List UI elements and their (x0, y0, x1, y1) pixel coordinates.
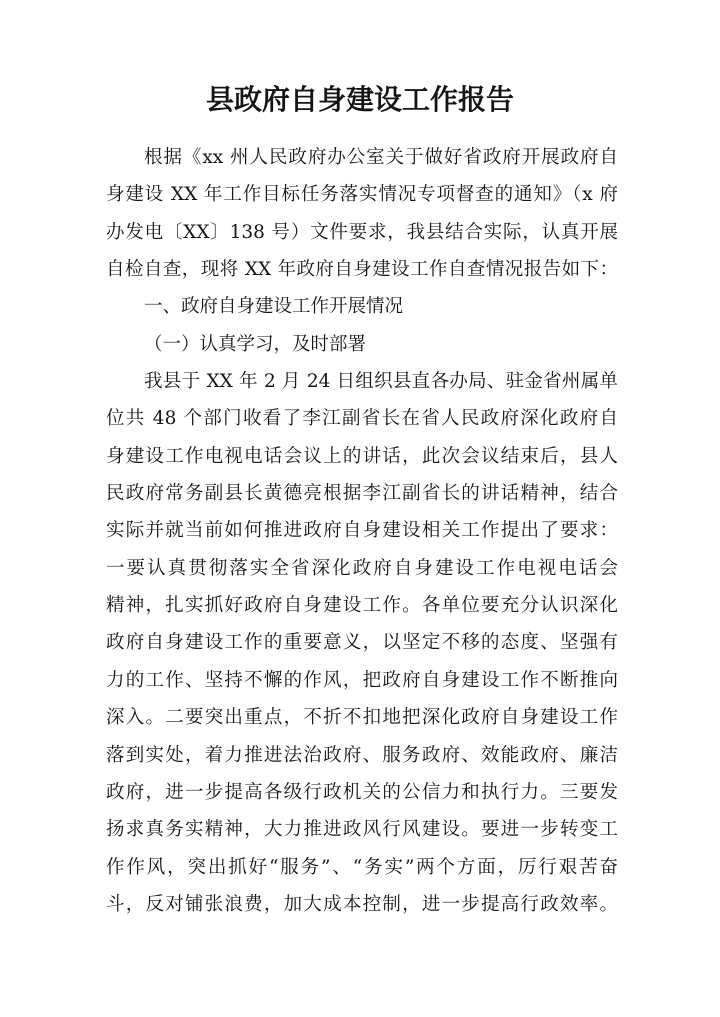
section-heading: 一、政府自身建设工作开展情况 (144, 296, 404, 318)
text-line: 一要认真贯彻落实全省深化政府自身建设工作电视电话会 (106, 557, 618, 579)
text-line: 身建设工作电视电话会议上的讲话，此次会议结束后，县人 (106, 445, 618, 467)
text-line: 斗，反对铺张浪费，加大成本控制，进一步提高行政效率。 (106, 893, 618, 915)
document-title: 县政府自身建设工作报告 (205, 83, 514, 116)
text-line: 精神，扎实抓好政府自身建设工作。各单位要充分认识深化 (106, 595, 618, 617)
body-paragraph (106, 363, 618, 923)
text-line: 扬求真务实精神，大力推进政风行风建设。要进一步转变工 (106, 819, 618, 841)
subsection-heading: （一）认真学习，及时部署 (144, 333, 367, 355)
text-line: 我县于 XX 年 2 月 24 日组织县直各办局、驻金省州属单 (144, 371, 618, 393)
text-line: 位共 48 个部门收看了李江副省长在省人民政府深化政府自 (106, 408, 618, 430)
text-line: 身建设 XX 年工作目标任务落实情况专项督查的通知》（x 府 (106, 184, 618, 206)
text-line: 力的工作、坚持不懈的作风，把政府自身建设工作不断推向 (106, 669, 618, 691)
text-line: 自检自查，现将 XX 年政府自身建设工作自查情况报告如下： (106, 259, 618, 281)
text-line: 根据《xx 州人民政府办公室关于做好省政府开展政府自 (144, 147, 618, 168)
text-line: 深入。二要突出重点，不折不扣地把深化政府自身建设工作 (106, 707, 618, 729)
document-body (106, 139, 618, 923)
text-line: 政府自身建设工作的重要意义，以坚定不移的态度、坚强有 (106, 632, 618, 654)
text-line: 落到实处，着力推进法治政府、服务政府、效能政府、廉洁 (106, 744, 618, 766)
text-line: 办发电〔XX〕138 号）文件要求，我县结合实际，认真开展 (106, 221, 618, 243)
text-line: 民政府常务副县长黄德亮根据李江副省长的讲话精神，结合 (106, 483, 618, 505)
text-line: 政府，进一步提高各级行政机关的公信力和执行力。三要发 (106, 781, 618, 803)
text-line: 实际并就当前如何推进政府自身建设相关工作提出了要求： (106, 520, 618, 542)
text-line: 作作风，突出抓好“服务”、“务实”两个方面，厉行艰苦奋 (106, 856, 618, 878)
intro-paragraph (106, 139, 618, 288)
